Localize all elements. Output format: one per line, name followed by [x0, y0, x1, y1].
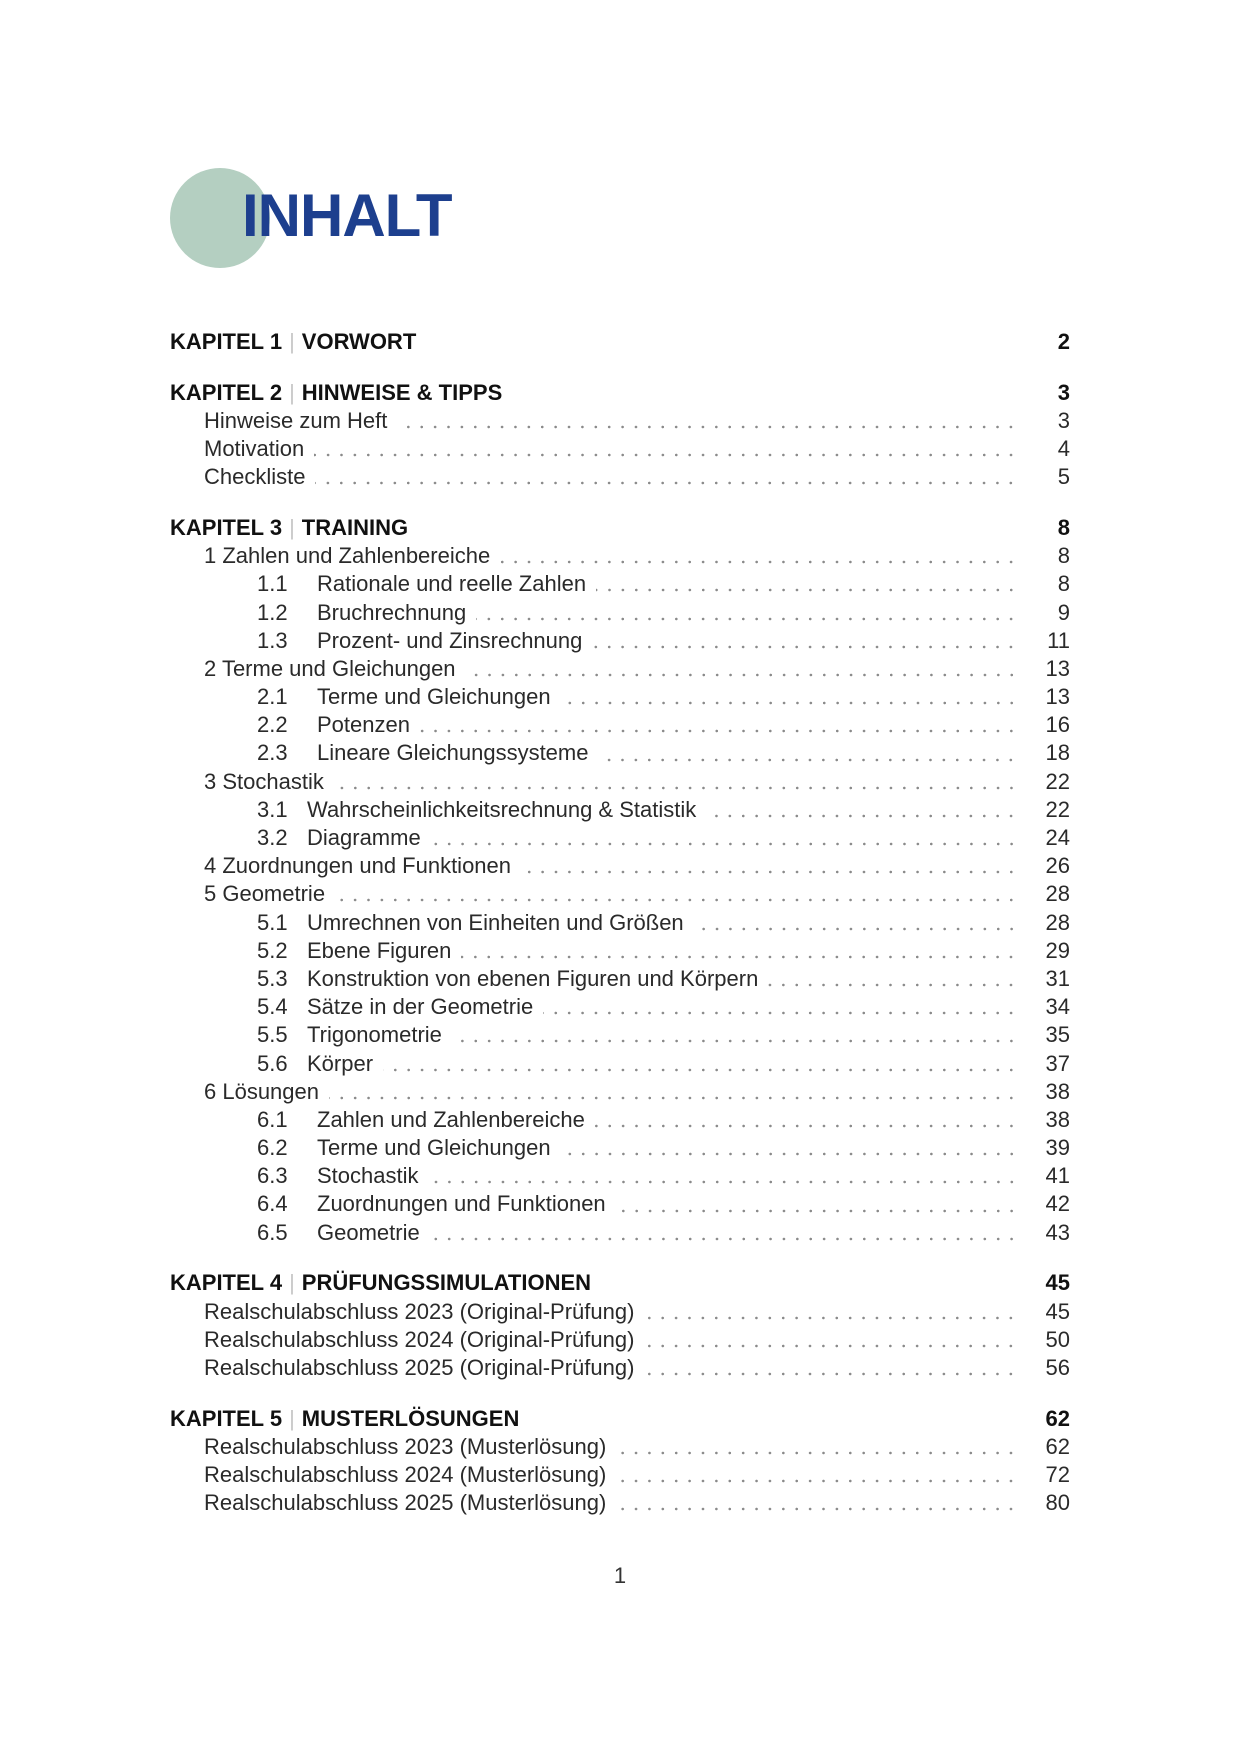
- toc-entry: [170, 880, 1070, 908]
- entry-page-number: 37: [1045, 1050, 1070, 1076]
- entry-title: Lineare Gleichungssysteme: [317, 740, 589, 766]
- section-number: 3.2: [257, 825, 288, 850]
- chapter-separator: |: [289, 1270, 295, 1296]
- chapter-separator: |: [289, 1405, 295, 1431]
- section-number: 5.5: [257, 1022, 288, 1048]
- entry-page-number: 22: [1045, 796, 1070, 822]
- toc-entry: [170, 407, 1070, 435]
- section-number: 2.1: [257, 684, 288, 710]
- entry-page-number: 80: [1045, 1490, 1070, 1516]
- chapter-number: KAPITEL 1: [170, 329, 283, 354]
- entry-page-number: 4: [1057, 436, 1070, 462]
- dot-leader: [315, 479, 1018, 487]
- entry-page-number: 50: [1045, 1326, 1070, 1352]
- entry-title: Realschulabschluss 2025 (Musterlösung): [204, 1490, 607, 1516]
- dot-leader: [706, 812, 1018, 820]
- toc-chapter: [170, 514, 1070, 542]
- toc-entry: [170, 965, 1070, 993]
- toc-entry: [170, 599, 1070, 627]
- section-number: 2.2: [257, 712, 288, 738]
- toc-chapter: [170, 379, 1070, 407]
- section-number: 2.3: [257, 740, 288, 766]
- section-number: 5.4: [257, 994, 288, 1020]
- entry-page-number: 24: [1045, 825, 1070, 850]
- entry-page-number: 45: [1045, 1298, 1070, 1324]
- section-number: 5.1: [257, 909, 288, 935]
- entry-page-number: 56: [1045, 1354, 1070, 1380]
- entry-title: Realschulabschluss 2024 (Original-Prüfung): [204, 1326, 635, 1352]
- entry-title: Terme und Gleichungen: [317, 1135, 551, 1161]
- dot-leader: [335, 896, 1018, 904]
- chapter-title: VORWORT: [301, 329, 417, 354]
- entry-page-number: 18: [1045, 740, 1070, 766]
- entry-page-number: 11: [1047, 627, 1070, 653]
- toc-entry: [170, 435, 1070, 463]
- dot-leader: [461, 953, 1018, 961]
- entry-page-number: 31: [1045, 965, 1070, 991]
- toc-entry: [170, 683, 1070, 711]
- toc-entry: [170, 1433, 1070, 1461]
- entry-title: Zuordnungen und Funktionen: [317, 1191, 606, 1217]
- chapter-title: HINWEISE & TIPPS: [301, 379, 503, 405]
- entry-title: 6 Lösungen: [204, 1078, 319, 1104]
- dot-leader: [595, 1122, 1018, 1130]
- table-of-contents: [170, 328, 1070, 1517]
- dot-leader: [476, 615, 1018, 623]
- entry-page-number: 28: [1045, 881, 1070, 907]
- entry-title: Wahrscheinlichkeitsrechnung & Statistik: [307, 796, 697, 822]
- entry-page-number: 5: [1057, 464, 1070, 490]
- toc-entry: [170, 1162, 1070, 1190]
- dot-leader: [521, 868, 1018, 876]
- dot-leader: [429, 1178, 1019, 1186]
- chapter-page-number: 3: [1057, 379, 1070, 405]
- entry-page-number: 28: [1045, 909, 1070, 935]
- section-number: 6.4: [257, 1191, 288, 1217]
- entry-title: 2 Terme und Gleichungen: [204, 655, 456, 681]
- entry-page-number: 43: [1045, 1219, 1070, 1245]
- section-number: 5.6: [257, 1050, 288, 1076]
- dot-leader: [452, 1037, 1018, 1045]
- toc-entry: [170, 1134, 1070, 1162]
- entry-page-number: 34: [1045, 994, 1070, 1020]
- dot-leader: [644, 1370, 1018, 1378]
- dot-leader: [500, 558, 1018, 566]
- dot-leader: [430, 1235, 1018, 1243]
- entry-title: Trigonometrie: [307, 1022, 442, 1048]
- entry-page-number: 38: [1045, 1106, 1070, 1132]
- dot-leader: [616, 1207, 1018, 1215]
- section-number: 6.5: [257, 1219, 288, 1245]
- entry-title: 5 Geometrie: [204, 881, 326, 907]
- entry-page-number: 42: [1045, 1191, 1070, 1217]
- entry-page-number: 9: [1057, 599, 1070, 625]
- section-number: 6.1: [257, 1106, 288, 1132]
- entry-title: Realschulabschluss 2023 (Original-Prüfung): [204, 1298, 635, 1324]
- dot-leader: [598, 756, 1018, 764]
- dot-leader: [596, 586, 1018, 594]
- entry-title: Stochastik: [317, 1163, 419, 1189]
- entry-page-number: 13: [1045, 684, 1070, 710]
- toc-entry: [170, 542, 1070, 570]
- entry-title: Motivation: [204, 436, 305, 462]
- entry-page-number: 35: [1045, 1022, 1070, 1048]
- entry-page-number: 41: [1045, 1163, 1070, 1189]
- toc-entry: [170, 796, 1070, 824]
- toc-entry: [170, 1461, 1070, 1489]
- toc-entry: [170, 852, 1070, 880]
- entry-title: Umrechnen von Einheiten und Größen: [307, 909, 684, 935]
- entry-page-number: 3: [1057, 407, 1070, 433]
- toc-entry: [170, 1326, 1070, 1354]
- chapter-title: TRAINING: [301, 514, 409, 540]
- entry-title: Diagramme: [307, 825, 421, 850]
- chapter-title: MUSTERLÖSUNGEN: [301, 1405, 520, 1431]
- entry-title: Prozent- und Zinsrechnung: [317, 627, 583, 653]
- dot-leader: [768, 981, 1018, 989]
- entry-title: Realschulabschluss 2024 (Musterlösung): [204, 1461, 607, 1487]
- chapter-page-number: 2: [1057, 329, 1070, 354]
- chapter-number: KAPITEL 3: [170, 514, 283, 540]
- entry-page-number: 13: [1045, 655, 1070, 681]
- section-number: 1.1: [257, 571, 288, 597]
- dot-leader: [466, 671, 1018, 679]
- entry-title: Potenzen: [317, 712, 410, 738]
- dot-leader: [561, 699, 1018, 707]
- dot-leader: [616, 1505, 1018, 1513]
- title-block: [170, 168, 570, 272]
- dot-leader: [561, 1150, 1018, 1158]
- toc-entry: [170, 1298, 1070, 1326]
- dot-leader: [616, 1449, 1018, 1457]
- toc-chapter: [170, 1269, 1070, 1297]
- entry-page-number: 26: [1045, 853, 1070, 879]
- dot-leader: [644, 1342, 1018, 1350]
- entry-title: Konstruktion von ebenen Figuren und Körpern: [307, 965, 759, 991]
- entry-title: Sätze in der Geometrie: [307, 994, 534, 1020]
- toc-entry: [170, 1489, 1070, 1517]
- toc-chapter: [170, 1405, 1070, 1433]
- toc-entry: [170, 655, 1070, 683]
- toc-entry: [170, 1050, 1070, 1078]
- entry-page-number: 8: [1057, 571, 1070, 597]
- entry-title: Körper: [307, 1050, 374, 1076]
- entry-page-number: 22: [1045, 768, 1070, 794]
- entry-title: Bruchrechnung: [317, 599, 467, 625]
- entry-title: Zahlen und Zahlenbereiche: [317, 1106, 585, 1132]
- dot-leader: [383, 1066, 1018, 1074]
- entry-title: Rationale und reelle Zahlen: [317, 571, 587, 597]
- entry-page-number: 72: [1045, 1461, 1070, 1487]
- entry-page-number: 38: [1045, 1078, 1070, 1104]
- entry-page-number: 39: [1045, 1135, 1070, 1161]
- dot-leader: [592, 643, 1018, 651]
- entry-title: Geometrie: [317, 1219, 420, 1245]
- page-title: INHALT: [242, 182, 452, 249]
- entry-title: Realschulabschluss 2023 (Musterlösung): [204, 1433, 607, 1459]
- toc-entry: [170, 909, 1070, 937]
- entry-title: Hinweise zum Heft: [204, 407, 388, 433]
- toc-entry: [170, 463, 1070, 491]
- entry-page-number: 29: [1045, 937, 1070, 963]
- section-number: 1.3: [257, 627, 288, 653]
- dot-leader: [397, 423, 1018, 431]
- toc-entry: [170, 711, 1070, 739]
- dot-leader: [329, 1094, 1018, 1102]
- dot-leader: [314, 451, 1018, 459]
- entry-title: Ebene Figuren: [307, 937, 452, 963]
- page-number: 1: [613, 1563, 627, 1588]
- section-number: 6.3: [257, 1163, 288, 1189]
- dot-leader: [431, 840, 1018, 848]
- chapter-number: KAPITEL 2: [170, 379, 283, 405]
- toc-entry: [170, 570, 1070, 598]
- toc-entry: [170, 824, 1070, 852]
- toc-entry: [170, 937, 1070, 965]
- section-number: 5.3: [257, 965, 288, 991]
- entry-title: Realschulabschluss 2025 (Original-Prüfung): [204, 1354, 635, 1380]
- chapter-page-number: 8: [1057, 514, 1070, 540]
- entry-page-number: 62: [1045, 1433, 1070, 1459]
- section-number: 3.1: [257, 796, 288, 822]
- chapter-separator: |: [289, 329, 295, 354]
- toc-entry: [170, 1021, 1070, 1049]
- toc-chapter: [170, 328, 1070, 356]
- chapter-page-number: 62: [1045, 1405, 1070, 1431]
- chapter-page-number: 45: [1045, 1270, 1070, 1296]
- dot-leader: [616, 1477, 1018, 1485]
- dot-leader: [694, 925, 1018, 933]
- toc-entry: [170, 627, 1070, 655]
- chapter-number: KAPITEL 4: [170, 1270, 283, 1296]
- entry-title: Terme und Gleichungen: [317, 684, 551, 710]
- dot-leader: [644, 1314, 1018, 1322]
- toc-entry: [170, 993, 1070, 1021]
- toc-entry: [170, 768, 1070, 796]
- chapter-title: PRÜFUNGSSIMULATIONEN: [301, 1270, 592, 1296]
- toc-entry: [170, 1354, 1070, 1382]
- dot-leader: [334, 784, 1018, 792]
- section-number: 5.2: [257, 937, 288, 963]
- entry-page-number: 16: [1045, 712, 1070, 738]
- dot-leader: [420, 727, 1018, 735]
- toc-entry: [170, 1106, 1070, 1134]
- entry-title: 1 Zahlen und Zahlenbereiche: [204, 543, 491, 569]
- toc-entry: [170, 739, 1070, 767]
- toc-entry: [170, 1190, 1070, 1218]
- chapter-number: KAPITEL 5: [170, 1405, 283, 1431]
- entry-title: 3 Stochastik: [204, 768, 324, 794]
- chapter-separator: |: [289, 514, 295, 540]
- toc-entry: [170, 1219, 1070, 1247]
- toc-entry: [170, 1078, 1070, 1106]
- entry-title: 4 Zuordnungen und Funktionen: [204, 853, 512, 879]
- chapter-separator: |: [289, 379, 295, 405]
- section-number: 1.2: [257, 599, 288, 625]
- section-number: 6.2: [257, 1135, 288, 1161]
- entry-page-number: 8: [1057, 543, 1070, 569]
- entry-title: Checkliste: [204, 464, 306, 490]
- dot-leader: [543, 1009, 1018, 1017]
